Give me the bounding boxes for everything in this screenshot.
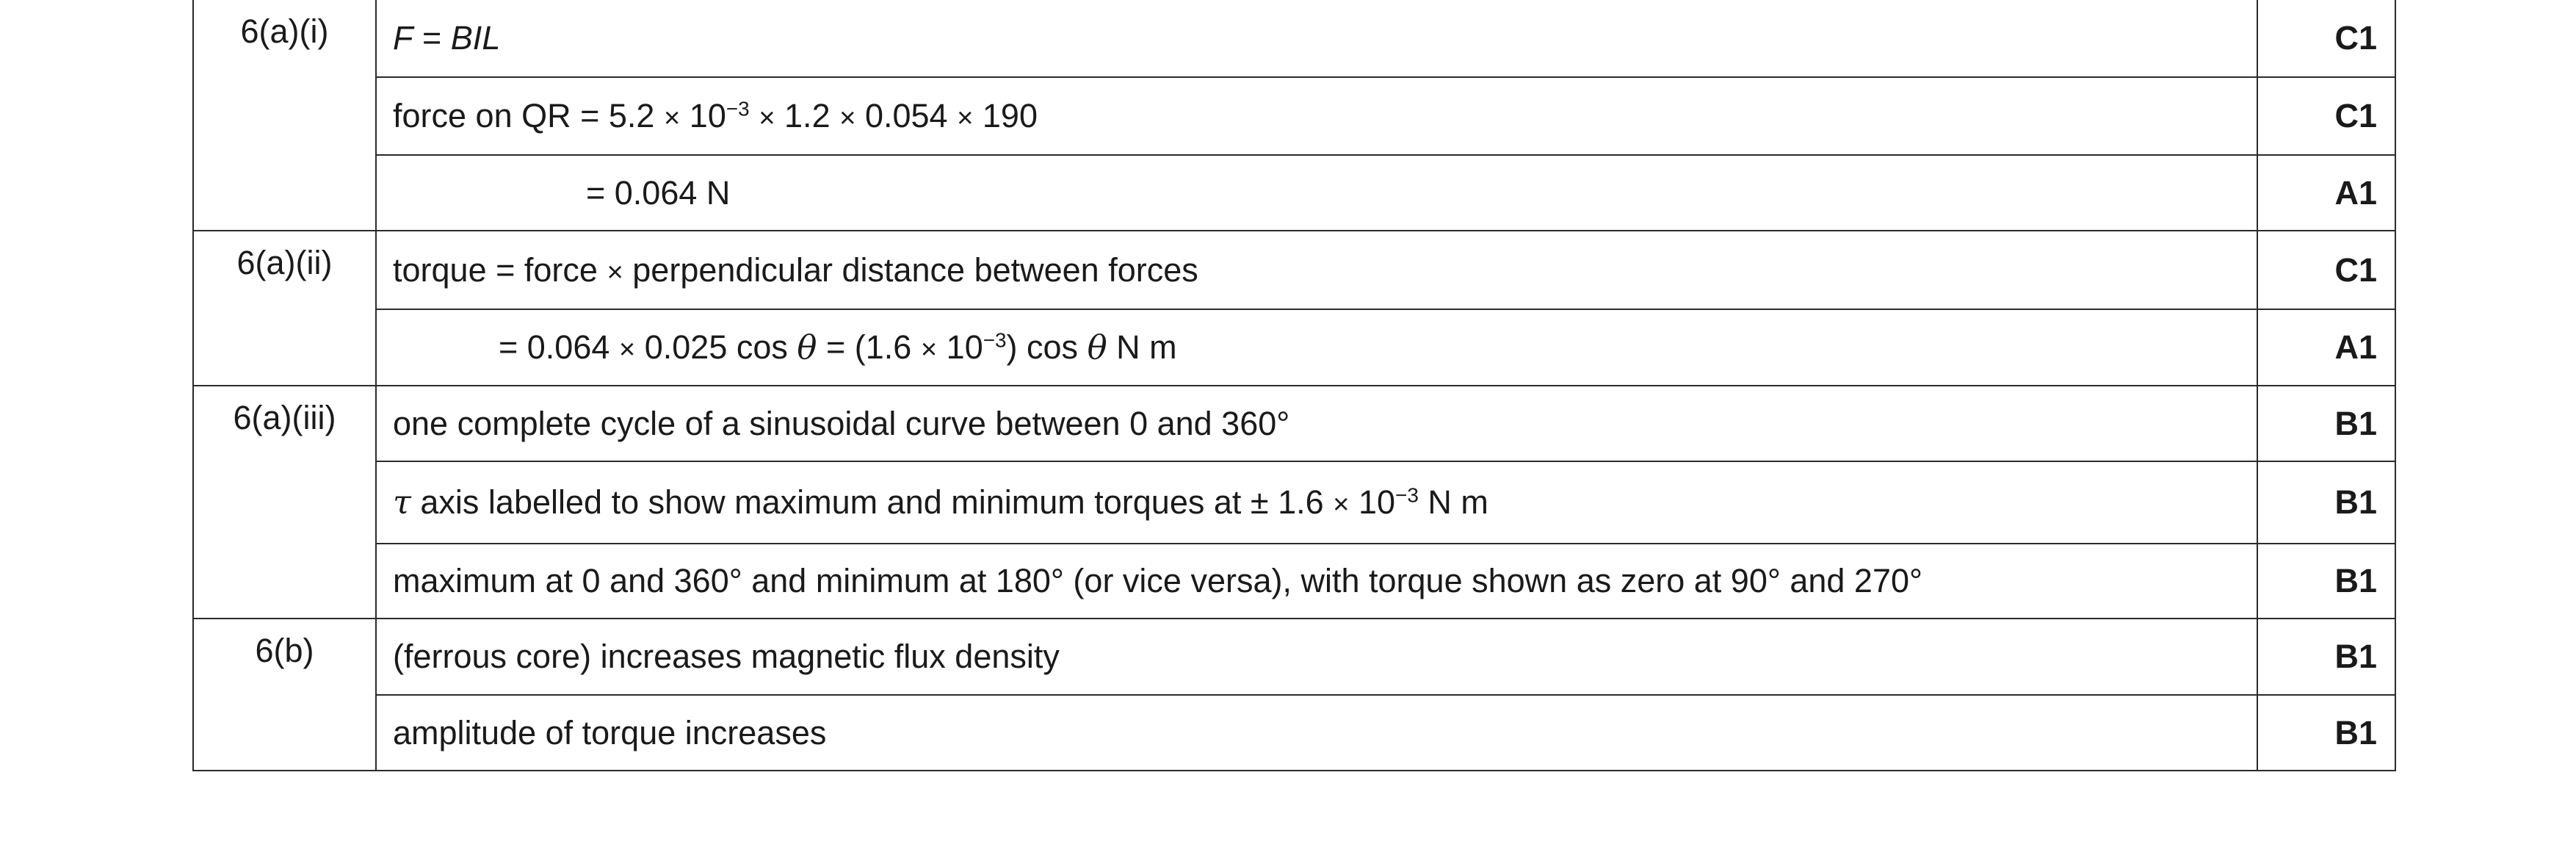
mark-code: A1 bbox=[2257, 309, 2395, 386]
text-fragment: = 0.064 bbox=[499, 328, 619, 367]
answer-cell bbox=[376, 155, 2257, 231]
answer-text bbox=[393, 638, 1060, 675]
answer-cell bbox=[376, 309, 2257, 386]
mark-code: B1 bbox=[2257, 695, 2395, 771]
question-number: 6(b) bbox=[193, 619, 376, 771]
answer-text bbox=[393, 328, 1177, 366]
text-fragment: perpendicular distance between forces bbox=[623, 250, 1198, 289]
text-fragment: force on QR = 5.2 bbox=[393, 97, 664, 135]
answer-text bbox=[393, 19, 500, 57]
text-fragment: = 0.064 N bbox=[586, 173, 731, 212]
table-row bbox=[193, 386, 2395, 461]
answer-cell bbox=[376, 77, 2257, 155]
text-fragment: × bbox=[607, 256, 623, 288]
mark-code: A1 bbox=[2257, 155, 2395, 231]
text-fragment: 0.054 bbox=[855, 97, 958, 135]
answer-cell bbox=[376, 231, 2257, 309]
answer-cell bbox=[376, 0, 2257, 77]
text-fragment: axis labelled to show maximum and minimum torques at ± 1.6 bbox=[410, 483, 1334, 522]
text-fragment: θ bbox=[797, 328, 817, 367]
text-fragment: one complete cycle of a sinusoidal curve between 0 and 360° bbox=[393, 404, 1290, 442]
text-fragment: 10 bbox=[680, 97, 726, 135]
mark-code: B1 bbox=[2257, 544, 2395, 619]
superscript: −3 bbox=[1395, 483, 1419, 507]
text-fragment: = bbox=[413, 19, 451, 57]
text-fragment: × bbox=[839, 102, 856, 134]
answer-text bbox=[393, 562, 1922, 599]
mark-code: C1 bbox=[2257, 231, 2395, 309]
answer-text bbox=[393, 251, 1198, 289]
table-row bbox=[193, 155, 2395, 231]
table-row bbox=[193, 544, 2395, 619]
text-fragment: θ bbox=[1087, 328, 1107, 367]
question-number: 6(a)(ii) bbox=[193, 231, 376, 386]
question-number: 6(a)(i) bbox=[193, 0, 376, 231]
mark-scheme-table bbox=[192, 0, 2396, 771]
text-fragment: × bbox=[920, 334, 938, 366]
answer-cell bbox=[376, 619, 2257, 695]
text-fragment: torque = force bbox=[393, 250, 607, 289]
text-fragment: 0.025 cos bbox=[635, 328, 797, 367]
answer-text bbox=[393, 405, 1289, 442]
mark-code: B1 bbox=[2257, 619, 2395, 695]
text-fragment: = (1.6 bbox=[817, 328, 921, 367]
table-row bbox=[193, 461, 2395, 544]
text-fragment: × bbox=[618, 334, 636, 366]
text-fragment: τ bbox=[393, 483, 411, 522]
text-fragment: 1.2 bbox=[775, 97, 840, 135]
answer-text bbox=[393, 97, 1038, 134]
answer-text bbox=[393, 714, 826, 751]
table-row bbox=[193, 231, 2395, 309]
text-fragment: (ferrous core) increases magnetic flux density bbox=[393, 638, 1060, 676]
text-fragment: × bbox=[1333, 489, 1350, 521]
table-row bbox=[193, 695, 2395, 771]
text-fragment: × bbox=[957, 102, 974, 134]
superscript: −3 bbox=[983, 328, 1007, 352]
text-fragment: 10 bbox=[1349, 483, 1396, 522]
mark-code: C1 bbox=[2257, 0, 2395, 77]
mark-code: C1 bbox=[2257, 77, 2395, 155]
text-fragment: N m bbox=[1107, 328, 1177, 367]
text-fragment: F bbox=[393, 19, 413, 57]
text-fragment: × bbox=[663, 102, 681, 134]
answer-cell bbox=[376, 461, 2257, 544]
answer-cell bbox=[376, 544, 2257, 619]
table-row bbox=[193, 619, 2395, 695]
superscript: −3 bbox=[726, 97, 750, 120]
answer-text bbox=[393, 483, 1488, 521]
answer-text bbox=[393, 174, 730, 212]
table-row bbox=[193, 0, 2395, 77]
text-fragment: × bbox=[759, 102, 775, 134]
mark-code: B1 bbox=[2257, 461, 2395, 544]
text-fragment bbox=[750, 97, 759, 134]
text-fragment: maximum at 0 and 360° and minimum at 180° (or vice versa), with torque shown as zero at 90° and 270° bbox=[393, 562, 1923, 600]
table-row bbox=[193, 309, 2395, 386]
table-row bbox=[193, 77, 2395, 155]
text-fragment: 190 bbox=[973, 97, 1038, 135]
text-fragment: amplitude of torque increases bbox=[393, 713, 827, 751]
question-number: 6(a)(iii) bbox=[193, 386, 376, 619]
text-fragment: ) cos bbox=[1006, 328, 1088, 367]
text-fragment: BIL bbox=[450, 19, 501, 57]
text-fragment: N m bbox=[1418, 483, 1488, 522]
answer-cell bbox=[376, 695, 2257, 771]
text-fragment: 10 bbox=[937, 328, 983, 367]
answer-cell bbox=[376, 386, 2257, 461]
mark-code: B1 bbox=[2257, 386, 2395, 461]
